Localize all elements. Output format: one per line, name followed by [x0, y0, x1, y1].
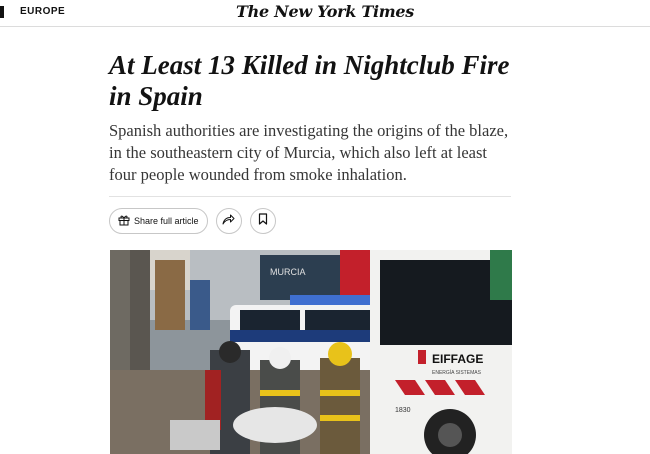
firefighters-photo	[110, 250, 512, 454]
nyt-logo[interactable]: The New York Times	[236, 2, 414, 21]
divider	[109, 196, 511, 197]
gift-icon	[118, 214, 130, 228]
share-full-article-button[interactable]	[109, 208, 208, 234]
truck-brand: EIFFAGE	[432, 352, 484, 366]
van-text: MURCIA	[270, 267, 306, 277]
share-arrow-icon	[222, 212, 235, 230]
share-button-label: Share full article	[134, 216, 199, 226]
top-bar	[0, 0, 650, 27]
share-button[interactable]	[216, 208, 242, 234]
truck-subtitle: ENERGÍA SISTEMAS	[432, 370, 481, 376]
article-summary: Spanish authorities are investigating the origins of the blaze, in the southeastern city of Murcia, which also left at least four people wounded from smoke inhalation.	[109, 121, 509, 184]
truck-number: 1830	[395, 407, 411, 414]
section-link-europe[interactable]: EUROPE	[20, 6, 66, 17]
article-actions	[109, 208, 276, 234]
save-button[interactable]	[250, 208, 276, 234]
bookmark-icon	[258, 212, 268, 230]
article-header	[109, 50, 514, 186]
article-photo	[110, 250, 512, 454]
article-headline: At Least 13 Killed in Nightclub Fire in Spain	[109, 50, 510, 111]
